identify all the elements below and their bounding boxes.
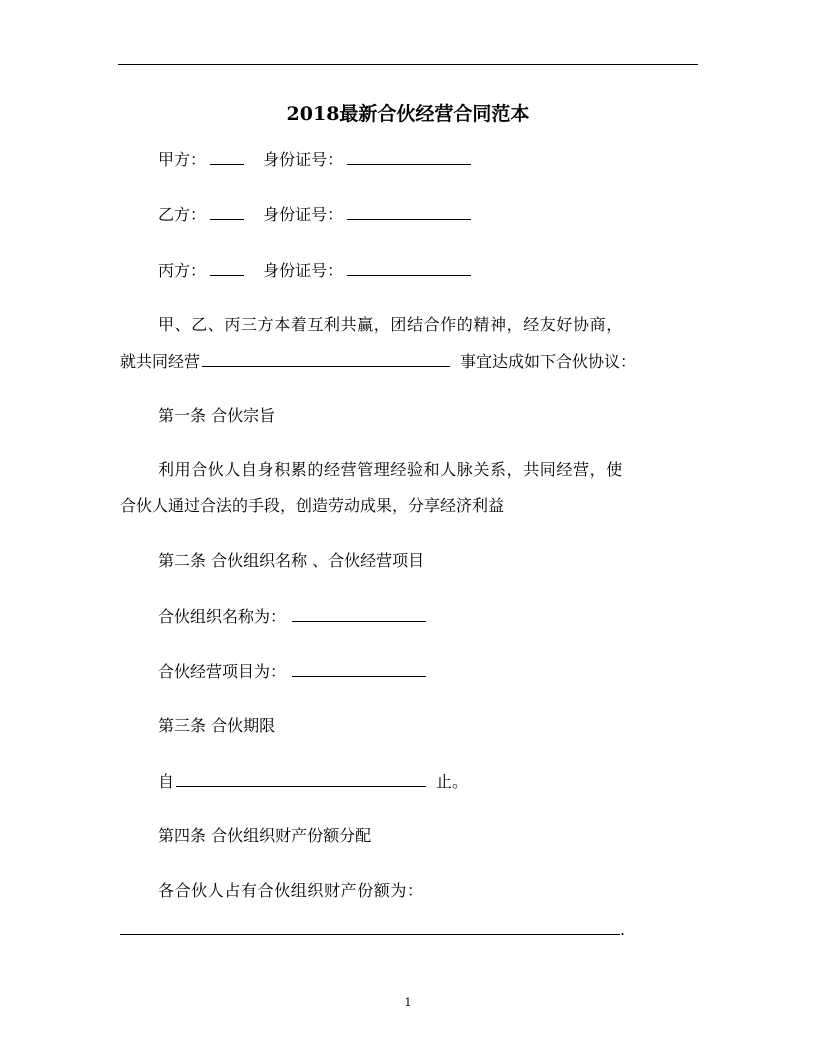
article-2-heading: 第二条 合伙组织名称 、合伙经营项目	[158, 551, 425, 570]
term-end: 止。	[436, 772, 469, 791]
article-3-heading: 第三条 合伙期限	[158, 716, 276, 735]
party-a-id-blank	[347, 148, 471, 165]
party-b-label: 乙方：	[158, 205, 207, 224]
business-blank	[202, 350, 450, 367]
term-blank	[176, 770, 426, 787]
party-a-blank	[210, 148, 244, 165]
article-4-heading: 第四条 合伙组织财产份额分配	[158, 826, 372, 845]
share-intro: 各合伙人占有合伙组织财产份额为：	[158, 881, 424, 900]
article-1-line-2: 合伙人通过合法的手段，创造劳动成果，分享经济利益	[120, 496, 505, 515]
share-blank	[120, 918, 620, 935]
party-b-blank	[210, 203, 244, 220]
intro-line-2-start: 就共同经营	[120, 352, 201, 371]
party-c-blank	[210, 259, 244, 276]
party-c-label: 丙方：	[158, 261, 207, 280]
document-title: 2018最新合伙经营合同范本	[286, 103, 530, 125]
intro-line-2-end: 事宜达成如下合伙协议：	[460, 352, 637, 371]
header-rule	[118, 64, 698, 65]
org-name-blank	[292, 605, 426, 622]
project-line	[158, 660, 430, 683]
intro-line-2	[120, 350, 636, 373]
term-start: 自	[158, 772, 175, 791]
org-name-label: 合伙组织名称为：	[158, 607, 287, 626]
article-1-heading: 第一条 合伙宗旨	[158, 406, 276, 425]
party-c-id-blank	[347, 259, 471, 276]
party-c-id-label: 身份证号：	[263, 261, 344, 280]
party-b-id-blank	[347, 203, 471, 220]
share-line	[120, 918, 625, 941]
project-label: 合伙经营项目为：	[158, 662, 287, 681]
party-c-line	[158, 259, 475, 282]
article-1-line-1: 利用合伙人自身积累的经营管理经验和人脉关系，共同经营，使	[158, 460, 623, 479]
party-b-id-label: 身份证号：	[263, 205, 344, 224]
party-a-line	[158, 148, 475, 171]
project-blank	[292, 660, 426, 677]
party-a-label: 甲方：	[158, 150, 207, 169]
page-number: 1	[404, 996, 412, 1009]
term-line	[158, 770, 468, 793]
org-name-line	[158, 605, 430, 628]
party-a-id-label: 身份证号：	[263, 150, 344, 169]
share-end: .	[620, 920, 626, 939]
party-b-line	[158, 203, 475, 226]
intro-line-1: 甲、乙、丙三方本着互利共赢，团结合作的精神，经友好协商，	[158, 315, 623, 334]
